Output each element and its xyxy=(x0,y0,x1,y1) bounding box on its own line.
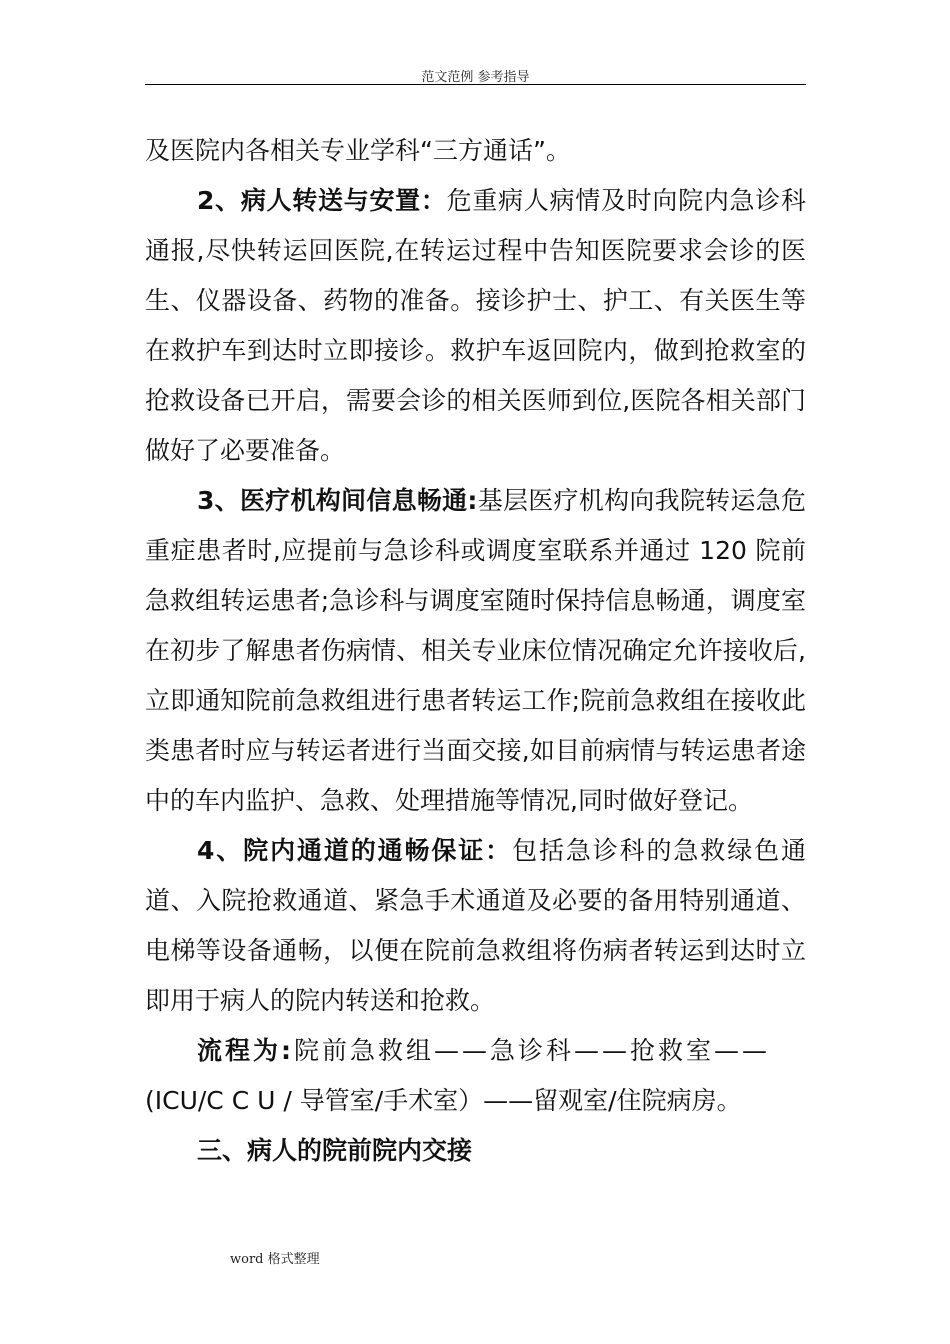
section-heading: 4、院内通道的通畅保证： xyxy=(197,836,513,865)
header-divider xyxy=(145,84,806,85)
section-heading: 流程为: xyxy=(197,1036,294,1065)
paragraph-information-flow xyxy=(145,476,806,826)
paragraph-channel-guarantee xyxy=(145,826,806,1026)
document-body xyxy=(145,126,806,1176)
section-title-handover: 三、病人的院前院内交接 xyxy=(197,1136,473,1165)
section-heading: 3、医疗机构间信息畅通: xyxy=(197,486,478,515)
process-flow-line-2: (ICU/C C U / 导管室/手术室）——留观室/住院病房。 xyxy=(145,1086,742,1115)
paragraph-text: 基层医疗机构向我院转运急危重症患者时,应提前与急诊科或调度室联系并通过 120 院前急救组转运患者;急诊科与调度室随时保持信息畅通，调度室在初步了解患者伤病情、相关专业床位情况确定允许接收后,立即通知院前急救组进行患者转运工作;院前急救组在接收此类患者时应与转运者进行当面交接,如目前病情与转运患者途中的车内监护、急救、处理措施等情况,同时做好登记。 xyxy=(145,486,806,815)
paragraph-continuation: 及医院内各相关专业学科“三方通话”。 xyxy=(145,136,571,165)
process-flow-line-1: 院前急救组——急诊科——抢救室—— xyxy=(294,1036,771,1065)
paragraph-process-flow xyxy=(145,1026,806,1076)
paragraph-text: 危重病人病情及时向院内急诊科通报,尽快转运回医院,在转运过程中告知医院要求会诊的医生、仪器设备、药物的准备。接诊护士、护工、有关医生等在救护车到达时立即接诊。救护车返回院内，做到抢救室的抢救设备已开启，需要会诊的相关医师到位,医院各相关部门做好了必要准备。 xyxy=(145,186,806,465)
section-heading: 2、病人转送与安置： xyxy=(197,186,447,215)
paragraph-text: 包括急诊科的急救绿色通道、入院抢救通道、紧急手术通道及必要的备用特别通道、电梯等设备通畅，以便在院前急救组将伤病者转运到达时立即用于病人的院内转送和抢救。 xyxy=(145,836,806,1015)
paragraph-patient-transfer xyxy=(145,176,806,476)
page-header: 范文范例 参考指导 xyxy=(421,70,530,85)
page-footer: word 格式整理 xyxy=(230,1252,320,1267)
